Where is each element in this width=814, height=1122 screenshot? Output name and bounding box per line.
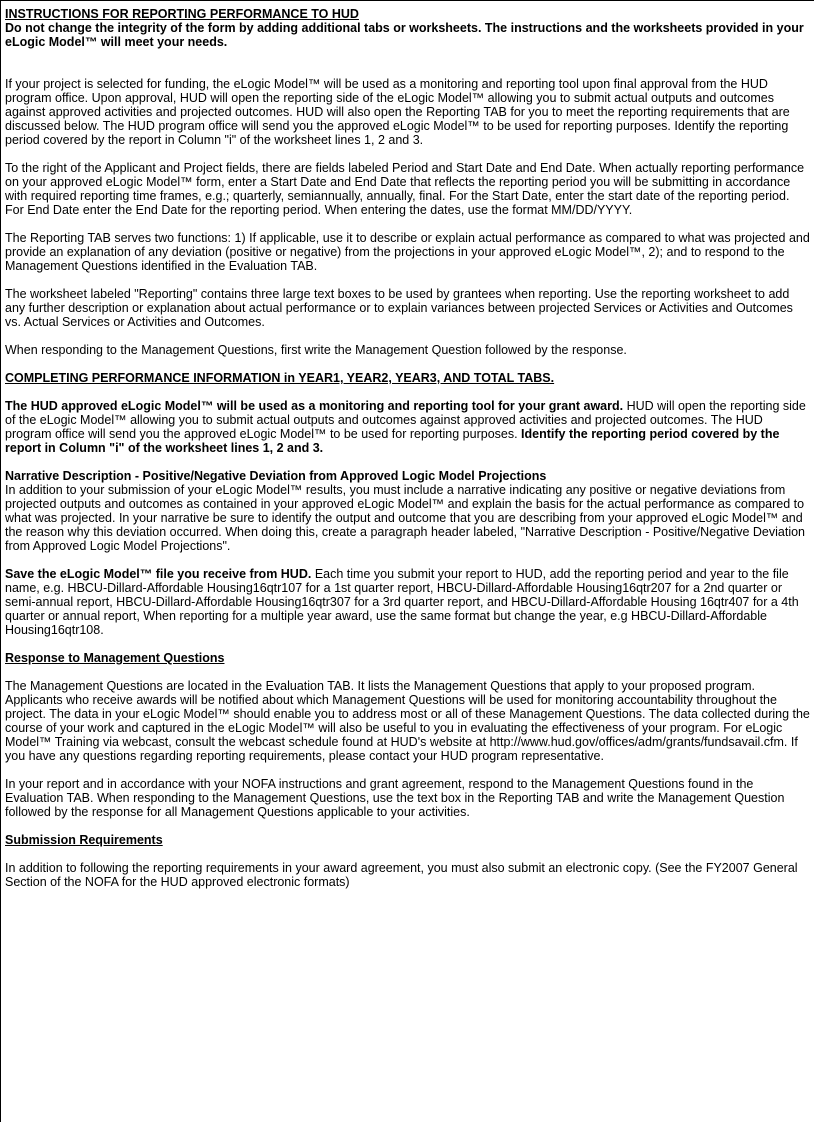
narrative-deviation-body: In addition to your submission of your eLogic Model™ results, you must include a narrative indicating any positive or negative deviations from projected outputs and outcomes as contained in your approved eLogic Model™ and explain the basis for the actual performance as compared to what was projected. In your narrative be sure to identify the output and outcome that you are describing from your approved eLogic Model™ and the reason why this deviation occurred. When doing this, create a paragraph header labeled, "Narrative Description - Positive/Negative Deviation from Approved Logic Model Projections". xyxy=(5,483,806,553)
paragraph-management-questions-location: The Management Questions are located in the Evaluation TAB. It lists the Management Questions that apply to your proposed program. Applicants who receive awards will be notified about which Management Questions will be used for monitoring accountability throughout the project. The data in your eLogic Model™ should enable you to address most or all of these Management Questions. The data collected during the course of your work and captured in the eLogic Model™ will also be useful to you in evaluating the effectiveness of your program. For eLogic Model™ Training via webcast, consult the webcast schedule found at HUD's website at http://www.hud.gov/offices/adm/grants/fundsavail.cfm. If you have any questions regarding reporting requirements, please contact your HUD program representative. xyxy=(5,679,810,763)
doc-title xyxy=(5,7,810,21)
submission-requirements-heading-text: Submission Requirements xyxy=(5,833,163,847)
paragraph-electronic-copy: In addition to following the reporting requirements in your award agreement, you must also submit an electronic copy. (See the FY2007 General Section of the NOFA for the HUD approved electronic formats) xyxy=(5,861,798,889)
save-file-body: Each time you submit your report to HUD, add the reporting period and year to the file name, e.g. HBCU-Dillard-Affordable Housing16qtr107 for a 1st quarter report, HBCU-Dillard-Affordable Housing16qtr207 for a 2nd quarter or semi-annual report, HBCU-Dillard-Affordable Housing16qtr307 for a 3rd quarter report, and HBCU-Dillard-Affordable Housing 16qtr407 for a 4th quarter or annual report, When reporting for a multiple year award, use the same format but change the year, e.g HBCU-Dillard-Affordable Housing16qtr108. xyxy=(5,567,799,637)
response-management-heading-text: Response to Management Questions xyxy=(5,651,225,665)
paragraph-reporting-worksheet: The worksheet labeled "Reporting" contains three large text boxes to be used by grantees when reporting. Use the reporting worksheet to add any further description or explanation about actual performance or to explain variances between projected Services or Activities and Outcomes vs. Actual Services or Activities and Outcomes. xyxy=(5,287,793,329)
doc-title-text: INSTRUCTIONS FOR REPORTING PERFORMANCE TO HUD xyxy=(5,7,359,21)
paragraph-hud-approved-model xyxy=(5,399,810,455)
submission-requirements-heading xyxy=(5,833,810,847)
identify-period-bold: Identify the reporting period covered by the report in Column "i" of the worksheet lines 1, 2 and 3. xyxy=(5,427,780,455)
paragraph-nofa-respond: In your report and in accordance with your NOFA instructions and grant agreement, respond to the Management Questions found in the Evaluation TAB. When responding to the Management Questions, use the text box in the Reporting TAB and write the Management Question followed by the response for all Management Questions applicable to your activities. xyxy=(5,777,785,819)
intro-warning: Do not change the integrity of the form by adding additional tabs or worksheets. The instructions and the worksheets provided in your eLogic Model™ will meet your needs. xyxy=(5,21,804,49)
completing-performance-heading-text: COMPLETING PERFORMANCE INFORMATION in YEAR1, YEAR2, YEAR3, AND TOTAL TABS. xyxy=(5,371,555,385)
save-file-bold-lead: Save the eLogic Model™ file you receive from HUD. xyxy=(5,567,312,581)
paragraph-reporting-tab-functions: The Reporting TAB serves two functions: 1) If applicable, use it to describe or explain actual performance as compared to what was projected and provide an explanation of any deviation (positive or negative) from the projections in your approved eLogic Model™, 2); and to respond to the Management Questions identified in the Evaluation TAB. xyxy=(5,231,810,273)
hud-approved-body: HUD will open the reporting side of the eLogic Model™ allowing you to submit actual outputs and outcomes against approved activities and projected outcomes. The HUD program office will send you the approved eLogic Model™ to be used for reporting purposes. xyxy=(5,399,806,441)
paragraph-management-question-response: When responding to the Management Questions, first write the Management Question followed by the response. xyxy=(5,343,627,357)
paragraph-save-file xyxy=(5,567,810,637)
completing-performance-heading xyxy=(5,371,810,385)
response-management-heading xyxy=(5,651,810,665)
hud-approved-bold-lead: The HUD approved eLogic Model™ will be used as a monitoring and reporting tool for your grant award. xyxy=(5,399,624,413)
narrative-deviation-section xyxy=(5,469,810,553)
narrative-deviation-heading: Narrative Description - Positive/Negative Deviation from Approved Logic Model Projections xyxy=(5,469,547,483)
paragraph-funding-approval: If your project is selected for funding, the eLogic Model™ will be used as a monitoring and reporting tool upon final approval from the HUD program office. Upon approval, HUD will open the reporting side of the eLogic Model™ allowing you to submit actual outputs and outcomes against approved activities and projected outcomes. HUD will also open the Reporting TAB for you to meet the reporting requirements that are discussed below. The HUD program office will send you the approved eLogic Model™ to be used for reporting purposes. Identify the reporting period covered by the report in Column "i" of the worksheet lines 1, 2 and 3. xyxy=(5,77,790,147)
paragraph-period-dates: To the right of the Applicant and Project fields, there are fields labeled Period and Start Date and End Date. When actually reporting performance on your approved eLogic Model™ form, enter a Start Date and End Date that reflects the reporting period you will be submitting in accordance with required reporting time frames, e.g.; quarterly, semiannually, annually, final. For the Start Date, enter the start date of the reporting period. For End Date enter the End Date for the reporting period. When entering the dates, use the format MM/DD/YYYY. xyxy=(5,161,805,217)
